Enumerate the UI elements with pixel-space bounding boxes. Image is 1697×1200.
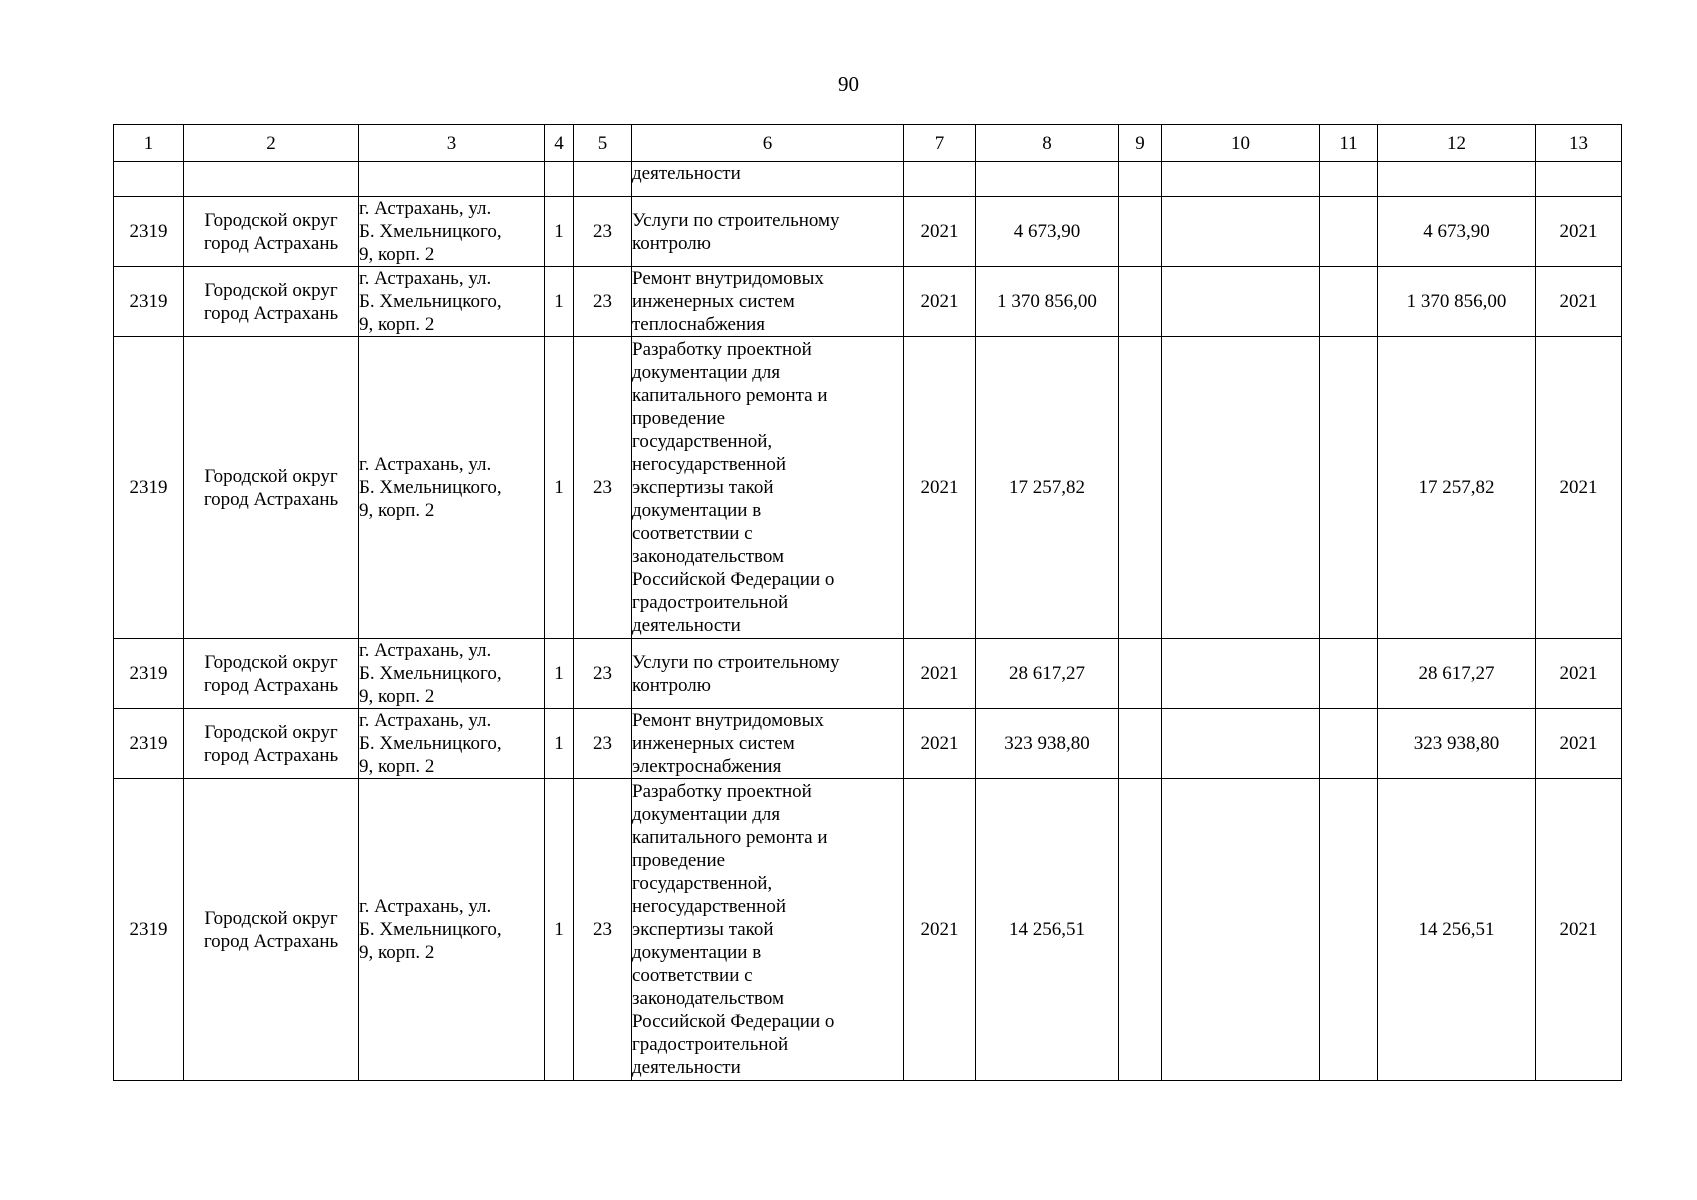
- table-cell: [1162, 162, 1320, 197]
- column-header: 3: [359, 125, 545, 162]
- service-cell-line: Ремонт внутридомовых: [632, 710, 824, 731]
- address-cell-line: 9, корп. 2: [359, 756, 435, 777]
- address-cell-line: г. Астрахань, ул.: [359, 198, 492, 219]
- row-number-cell: 2319: [114, 779, 184, 1081]
- address-cell: [359, 337, 545, 639]
- page-number: 90: [838, 72, 859, 96]
- col5-cell: 23: [574, 267, 632, 337]
- row-number-cell: 2319: [114, 709, 184, 779]
- table-cell: [1320, 162, 1378, 197]
- table-cell: [114, 162, 184, 197]
- address-cell: [359, 639, 545, 709]
- year-cell: 2021: [904, 639, 976, 709]
- row-number-cell: 2319: [114, 197, 184, 267]
- service-cell: [632, 197, 904, 267]
- municipality-cell-line: Городской округ: [204, 209, 338, 231]
- service-cell-line: деятельности: [632, 1057, 741, 1078]
- amount-cell: 14 256,51: [976, 779, 1119, 1081]
- col11-cell: [1320, 639, 1378, 709]
- address-cell: [359, 267, 545, 337]
- municipality-cell-line: Городской округ: [204, 279, 338, 301]
- service-cell-line: документации в: [632, 942, 762, 963]
- year-cell: 2021: [904, 267, 976, 337]
- column-number-header-row: [114, 125, 1622, 162]
- total-cell: 14 256,51: [1378, 779, 1536, 1081]
- service-cell-line: соответствии с: [632, 523, 753, 544]
- service-cell-line: законодательством: [632, 988, 785, 1009]
- service-cell-line: капитального ремонта и: [632, 827, 828, 848]
- col9-cell: [1119, 197, 1162, 267]
- service-cell-line: соответствии с: [632, 965, 753, 986]
- service-cell-line: Российской Федерации о: [632, 569, 835, 590]
- row-number-cell: 2319: [114, 639, 184, 709]
- service-cell-line: Ремонт внутридомовых: [632, 268, 824, 289]
- service-cell-line: градостроительной: [632, 1034, 789, 1055]
- table-body: [114, 162, 1622, 1081]
- year-cell: 2021: [904, 709, 976, 779]
- amount-cell: 4 673,90: [976, 197, 1119, 267]
- address-cell-line: г. Астрахань, ул.: [359, 454, 492, 475]
- col11-cell: [1320, 197, 1378, 267]
- col5-cell: 23: [574, 639, 632, 709]
- service-cell-line: негосударственной: [632, 454, 787, 475]
- service-cell-line: государственной,: [632, 431, 773, 452]
- end-year-cell: 2021: [1536, 337, 1622, 639]
- address-cell-line: 9, корп. 2: [359, 314, 435, 335]
- service-cell-line: экспертизы такой: [632, 919, 774, 940]
- total-cell: 17 257,82: [1378, 337, 1536, 639]
- col10-cell: [1162, 779, 1320, 1081]
- end-year-cell: 2021: [1536, 197, 1622, 267]
- service-cell-line: государственной,: [632, 873, 773, 894]
- address-cell-line: г. Астрахань, ул.: [359, 710, 492, 731]
- table-row: [114, 337, 1622, 639]
- repair-program-table: [113, 124, 1622, 1081]
- table-row: [114, 779, 1622, 1081]
- col11-cell: [1320, 709, 1378, 779]
- municipality-cell-line: город Астрахань: [203, 488, 339, 510]
- service-cell-line: контролю: [632, 232, 711, 254]
- service-cell-line: градостроительной: [632, 592, 789, 613]
- end-year-cell: 2021: [1536, 779, 1622, 1081]
- service-cell-line: проведение: [632, 850, 726, 871]
- municipality-cell-line: город Астрахань: [203, 302, 339, 324]
- column-header: 7: [904, 125, 976, 162]
- table-cell: [545, 162, 574, 197]
- row-number-cell: 2319: [114, 337, 184, 639]
- col9-cell: [1119, 709, 1162, 779]
- col10-cell: [1162, 197, 1320, 267]
- column-header: 1: [114, 125, 184, 162]
- column-header: 8: [976, 125, 1119, 162]
- col5-cell: 23: [574, 779, 632, 1081]
- col4-cell: 1: [545, 267, 574, 337]
- table-row: [114, 709, 1622, 779]
- total-cell: 28 617,27: [1378, 639, 1536, 709]
- service-cell: [632, 639, 904, 709]
- municipality-cell-line: город Астрахань: [203, 674, 339, 696]
- service-cell-line: экспертизы такой: [632, 477, 774, 498]
- municipality-cell: [184, 197, 359, 267]
- continued-service-text: деятельности: [632, 162, 904, 197]
- service-cell-line: негосударственной: [632, 896, 787, 917]
- service-cell-line: контролю: [632, 674, 711, 696]
- service-cell: [632, 267, 904, 337]
- service-cell: [632, 337, 904, 639]
- service-cell-line: инженерных систем: [632, 291, 795, 312]
- table-row: [114, 267, 1622, 337]
- col4-cell: 1: [545, 779, 574, 1081]
- col9-cell: [1119, 337, 1162, 639]
- col11-cell: [1320, 337, 1378, 639]
- service-cell-line: Услуги по строительному: [632, 209, 840, 231]
- total-cell: 4 673,90: [1378, 197, 1536, 267]
- service-cell-line: электроснабжения: [632, 756, 782, 777]
- col5-cell: 23: [574, 197, 632, 267]
- table-cell: [1378, 162, 1536, 197]
- address-cell: [359, 779, 545, 1081]
- address-cell-line: 9, корп. 2: [359, 942, 435, 963]
- address-cell-line: Б. Хмельницкого,: [359, 733, 502, 754]
- address-cell-line: 9, корп. 2: [359, 244, 435, 265]
- end-year-cell: 2021: [1536, 639, 1622, 709]
- col9-cell: [1119, 779, 1162, 1081]
- municipality-cell: [184, 267, 359, 337]
- column-header: 5: [574, 125, 632, 162]
- col9-cell: [1119, 639, 1162, 709]
- col5-cell: 23: [574, 709, 632, 779]
- col11-cell: [1320, 267, 1378, 337]
- table-cell: [1119, 162, 1162, 197]
- municipality-cell: [184, 709, 359, 779]
- municipality-cell-line: Городской округ: [204, 907, 338, 929]
- address-cell: [359, 197, 545, 267]
- column-header: 12: [1378, 125, 1536, 162]
- table-cell: [1536, 162, 1622, 197]
- service-cell-line: документации для: [632, 804, 781, 825]
- address-cell-line: Б. Хмельницкого,: [359, 291, 502, 312]
- year-cell: 2021: [904, 197, 976, 267]
- amount-cell: 1 370 856,00: [976, 267, 1119, 337]
- address-cell-line: г. Астрахань, ул.: [359, 640, 492, 661]
- municipality-cell-line: город Астрахань: [203, 744, 339, 766]
- column-header: 13: [1536, 125, 1622, 162]
- address-cell-line: Б. Хмельницкого,: [359, 477, 502, 498]
- table-cell: [359, 162, 545, 197]
- municipality-cell-line: Городской округ: [204, 651, 338, 673]
- address-cell-line: г. Астрахань, ул.: [359, 268, 492, 289]
- end-year-cell: 2021: [1536, 267, 1622, 337]
- year-cell: 2021: [904, 779, 976, 1081]
- service-cell-line: законодательством: [632, 546, 785, 567]
- table-cell: [904, 162, 976, 197]
- total-cell: 323 938,80: [1378, 709, 1536, 779]
- table-cell: [184, 162, 359, 197]
- amount-cell: 17 257,82: [976, 337, 1119, 639]
- col10-cell: [1162, 709, 1320, 779]
- service-cell: [632, 709, 904, 779]
- municipality-cell: [184, 779, 359, 1081]
- address-cell-line: 9, корп. 2: [359, 500, 435, 521]
- service-cell-line: деятельности: [632, 615, 741, 636]
- col10-cell: [1162, 267, 1320, 337]
- col10-cell: [1162, 639, 1320, 709]
- table-cell: [976, 162, 1119, 197]
- col4-cell: 1: [545, 709, 574, 779]
- total-cell: 1 370 856,00: [1378, 267, 1536, 337]
- column-header: 6: [632, 125, 904, 162]
- end-year-cell: 2021: [1536, 709, 1622, 779]
- municipality-cell-line: Городской округ: [204, 465, 338, 487]
- municipality-cell-line: город Астрахань: [203, 232, 339, 254]
- municipality-cell-line: Городской округ: [204, 721, 338, 743]
- continuation-row: [114, 162, 1622, 197]
- service-cell-line: документации в: [632, 500, 762, 521]
- service-cell-line: капитального ремонта и: [632, 385, 828, 406]
- amount-cell: 28 617,27: [976, 639, 1119, 709]
- address-cell-line: Б. Хмельницкого,: [359, 919, 502, 940]
- column-header: 10: [1162, 125, 1320, 162]
- col4-cell: 1: [545, 639, 574, 709]
- row-number-cell: 2319: [114, 267, 184, 337]
- municipality-cell-line: город Астрахань: [203, 930, 339, 952]
- col5-cell: 23: [574, 337, 632, 639]
- column-header: 4: [545, 125, 574, 162]
- service-cell-line: инженерных систем: [632, 733, 795, 754]
- table-row: [114, 197, 1622, 267]
- address-cell-line: 9, корп. 2: [359, 686, 435, 707]
- col4-cell: 1: [545, 197, 574, 267]
- service-cell-line: проведение: [632, 408, 726, 429]
- service-cell-line: Разработку проектной: [632, 781, 812, 802]
- service-cell: [632, 779, 904, 1081]
- municipality-cell: [184, 337, 359, 639]
- service-cell-line: Услуги по строительному: [632, 651, 840, 673]
- col4-cell: 1: [545, 337, 574, 639]
- table-cell: [574, 162, 632, 197]
- municipality-cell: [184, 639, 359, 709]
- address-cell-line: г. Астрахань, ул.: [359, 896, 492, 917]
- col11-cell: [1320, 779, 1378, 1081]
- column-header: 11: [1320, 125, 1378, 162]
- column-header: 9: [1119, 125, 1162, 162]
- year-cell: 2021: [904, 337, 976, 639]
- address-cell-line: Б. Хмельницкого,: [359, 221, 502, 242]
- service-cell-line: документации для: [632, 362, 781, 383]
- column-header: 2: [184, 125, 359, 162]
- col9-cell: [1119, 267, 1162, 337]
- service-cell-line: Разработку проектной: [632, 339, 812, 360]
- service-cell-line: теплоснабжения: [632, 314, 765, 335]
- service-cell-line: Российской Федерации о: [632, 1011, 835, 1032]
- address-cell: [359, 709, 545, 779]
- col10-cell: [1162, 337, 1320, 639]
- address-cell-line: Б. Хмельницкого,: [359, 663, 502, 684]
- amount-cell: 323 938,80: [976, 709, 1119, 779]
- table-row: [114, 639, 1622, 709]
